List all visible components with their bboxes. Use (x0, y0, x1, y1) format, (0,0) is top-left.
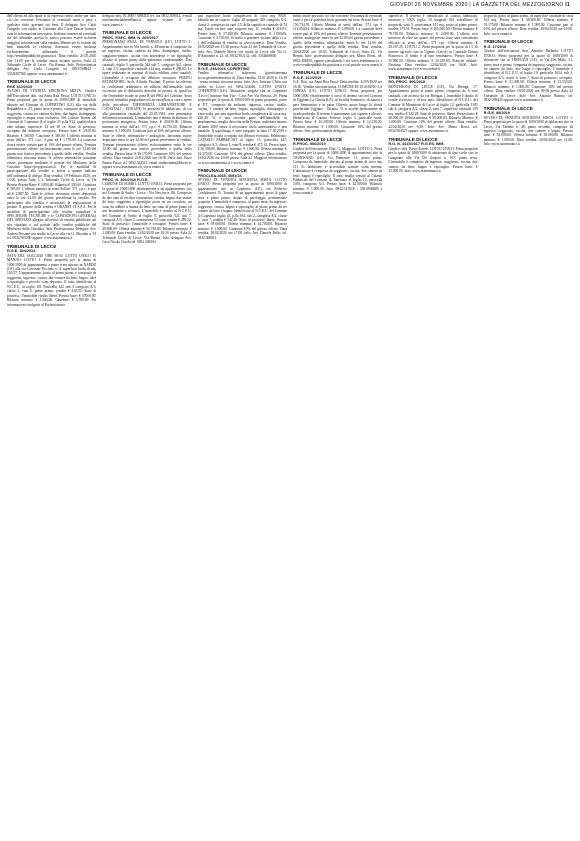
notice-title: TRIBUNALE DI LECCE (292, 136, 343, 142)
notice-title: TRIBUNALE DI LECCE (483, 105, 533, 111)
notice-case-number: R.PROC. 506/2019 (292, 142, 326, 147)
auction-notice (198, 62, 287, 165)
auction-notice (293, 137, 382, 196)
notice-title: TRIBUNALE DI LECCE (197, 168, 247, 173)
auction-notice (102, 14, 191, 27)
column-5 (388, 14, 477, 836)
notice-body: Vendita telematica asincrona (giustiziamania www.gestaletelematica.it). Data vendita: 25.01.2020 h. 14:30 - senza incanto sincrona mista. Info: Avv. Antonio Chiru con studio in Lecce tel. 0832.324046. LOTTO UNICO: COPERTINO (LE). Abitazione singola sita in Copertino (Lecce) frazione San Vito - Case Ave Via Brescia, 29. Piena proprietà per la quota di 1000/1000 di piena proprietà, posto al P.T., composto da androne, ingresso, cucina, tinello, cucina, 3 camere da letto, bagno, ripostiglio, disimpegno e vano scala, per una superficie linda complessiva di circa mq. 220,39. Vi è una seconda parte dell'immobile, in ampliamento, meglio descritta nella Perizia, realizzata intorno all'anno 2000 senza il necessario titolo autorizzativo e non sanabile. Il sopraluogo è stato eseguito in data 17.10.2019 e l'immobile risulta occupato dai debitori esecutati. Fabbricato: CATASTO FABBRICATI al foglio 15, particella 447, categoria A/3, classe 3, vani 8, rendita € 475,14. Prezzo base: € 56.500,00. Rilancio minimo: € 1.000,00. Offerta minima: € 42.375,00. Cauzione 10% del prezzo offerto. Data vendita: 13/02/2020 ore 10:00 presso Aula 22. Maggiori informazioni su www.asteannunci.it e www.oranet.it (197, 71, 287, 165)
notice-title: TRIBUNALE DI LECCE (102, 30, 152, 36)
notice-body: dell'offerta ed alla quale si fa espressa rinvio anche per tutto ciò che concerne l'esistenza di eventuali oneri a peso a qualsiasi titolo gravanti sui beni. Il delegato Avv. Carlo Congedo con studio in Casarano alla Corte Tancia fornisce tutte le informazioni necessarie. Indirizzi internet ed eventuali siti del tribunale, presso lo stesso possono essere richieste maggiori informazioni sulla vendita. Mentre per la visione dei beni immobili le richieste dovranno essere inoltrate esclusivamente utilizzando il portale http://venditepubbliche.giustizia.it. Data vendita: 21.05.2020 Ore 14:00 per la vendita senza incanto presso Aula 22 Tribunale Civile di Lecce. Via Brenta. Info: Professionista delegato Avv. Carlo Congedo tel. 0833/568842 - 335/8407560 oppure: www.asteannunci.it (7, 14, 97, 76)
column-3 (198, 14, 287, 836)
notice-body: Giudice dell'esecuzione dott. Antonio Barbetta. LOTTO UNICO: Piena proprietà per la quota di 1000/1000 di abitazione sita in TREPUZZI (LE), in Via Dei Mille, 31, piano terra e primo, composta da ingresso, soggiorno, cucina, tre camere da letto, due bagni e ripostiglio. L'immobile è identificato al N.C.E.U. al foglio 19, particella 1024, sub 3, categoria A/3, classe 3, vani 7. Stato di possesso: occupato. Prezzo base: € 31.400,00. Offerta minima: € 23.550,00. Rilancio minimo: € 1.000,00. Cauzione: 10% del prezzo offerto. Data vendita: 19/02/2020 ore 09:00 presso Aula 22 Tribunale di Lecce. Info: Avv. Antonio Bianco, tel. 0832/299445 oppure www.asteannunci.it (483, 49, 573, 103)
notice-case-number: PROC. N. 306/2016 R.G.E. (102, 177, 149, 182)
auction-notice (388, 75, 477, 134)
notice-body: AVVISO DI VENDITA SINCRONA MISTA. Giudice dell'Esecuzione dott. ssa Anna Rita Pasca. LOTTO UNICO: Piena proprietà per la quota di 1000/1000 di immobile ubicato nel Comune di COPERTINO (LE) alla via della Repubblica n. 35, piano terra e primo, composto da ingresso, soggiorno, cucina, tre camere da letto, due bagni, disimpegno, ripostiglio e ampia corte esclusiva. Nel Catasto Terreni del Comune di Copertino (Le) foglio 35 p.lla 914, qualità/classe ente urbano, superficie 14 are 38 ca. Stato di possesso: occupato dal debitore esecutato. Prezzo base € 3.850,00. Rilancio € 360,00. Cauzione € 385,00. L'offerta minima ai sensi dell'art. 571 c.p.c. è pari ad € 1.776,00. La cauzione dovrà essere versata pari al 10% del prezzo offerto. Termine presentazione offerte: esclusivamente entro le ore 12.00 del giorno non festivo precedente a quello della vendita. Vendita telematica sincrona mista: le offerte telematiche potranno essere presentate mediante il portale del Ministero della Giustizia https://pvp.giustizia.it. Per le modalità di partecipazione alle vendite si rinvia a quanto indicato nell'ordinanza di delega. Data vendita: 19 Febbraio 2020, ore 13:00, presso Aula 1, 2 Tribunale Civile di Lecce, in Via Brenta. Prezzo Base: € 3.850,00. Rilancio € 350,00. Cauzione € 385,00. L'offerta minima ai sensi dell'art. 571 c.p.c. è pari ad € 2.887,50. Tutte le offerte dovranno essere depositate entro le ore 12.00 del giorno precedente la vendita. Per partecipare alla vendita è necessario la registrazione al portale. Il gestore della vendita è ORANET IT S.P.A. Per le modalità di partecipazione alle vendite consultare le SPECIFICHE TECNICHE e le CONDIZIONI GENERALI DEL SERVIZIO allegate all'avviso di vendita pubblicato sul sito riportato e sul portale delle vendite pubbliche del Ministero della Giustizia. Info Professionista Delegato Avv. Andrea Persone con studio in Lecce alla via G. Oberdan n. 55 tel. 0832/305290 oppure: www.asteannunci.it (7, 89, 97, 241)
auction-notice (484, 106, 573, 147)
notice-body: G.E. Dott. ssa Anna Rita Pasca. Data vendita: 22/05/2020 ore 16:30. Vendita sincrona mista. COMUNE DI UGGIANO LA CHIESA (LE). LOTTO UNICO: Piena proprietà per 1000/1000, relativamente a corso di terreno sito nel Comune di Uggiano La Chiesa (LE), in località Sanmoreo, di natura e pars Seminativo e in parte Oliveto, posto lungo la strada provinciale Uggiano - Otranto. Vi si accede direttamente da strada poderale. Il terreno è piantumato con vigneto e oliveto. Identificato al Catasto Terreni: foglio 3, particelle varie. Prezzo base: € 16.200,00. Offerta minima: € 12.150,00. Rilancio minimo: € 1.000,00. Cauzione: 10% del prezzo offerto. Info: professionista delegato. (292, 80, 383, 134)
notice-case-number: R.G. N. 4415/2017 R.G.ES. IMM. (388, 142, 445, 147)
notice-body: superficie. Il terreno è identificato al catasto fabbricati: intestato a NXN foglio 10 mappale 362 sub/allineo di proprietà, vani 3, consistenza 141 mq, posto al piano primo, rendita 179,54. Prezzo base: € 105.000,00. Offerta minima: € 78.750,00. Rilancio minimo: € 2.000,00. L'offerta non inferiore di oltre un quarto del prezzo base sarà considerata efficace ai sensi dell'art. 571 cpc. Offerta minima: € 20.167,25. LOTTO 2: Piena proprietà per la quota di 1/1 di terreno agricolo sito in Ugento (Lecce) in Contrada Donna Francesca. Il fondo è di tipo seminativo. Prezzo base: € 35.000,00. Offerta minima: € 26.250,00. Pratiche edilizie: Nessuna. Data vendita: 12/02/2020 ore 16:00. Info: www.asteannunci.it e www.oranet.it (388, 14, 478, 72)
notice-case-number: R.G. 17/2018 (483, 44, 507, 49)
column-4 (293, 14, 382, 836)
notice-body: AVVISO DI VENDITA SINCRONA MISTA. LOTTO UNICO: Piena proprietà per la quota di 1000/1000 di appartamento sito in Copertino (LE), via Federico Confalonieri 15. Trattasi di un appartamento posto al piano terra e piano primo, dotato di parcheggio pertinenziale scoperto. L'immobile è composto, al piano terra, da ingresso-soggiorno, cucina, bagno e ripostiglio; al piano primo da tre camere da letto e bagno. Identificato al N.C.E.U. del Comune di Copertino foglio 23, p.lla 564, sub 2, categoria A/2, classe 3, vani 7, rendita € 542,28. Stato di possesso: libero. Prezzo base: € 59.600,00. Offerta minima: € 44.700,00. Rilancio minimo: € 1.000,00. Cauzione 10% del prezzo offerto. Data vendita: 20/02/2020 ore 17:00. Info: Avv. Daniele Bello, tel. 0832.306811 (197, 177, 287, 240)
notice-title: TRIBUNALE DI LECCE (7, 243, 57, 249)
notice-body: AVVISO DI VENDITA SINCRONA MISTA. LOTTO 1: Piena proprietà per la quota di 1000/1000 di fabbricato sito in Lecce, Via Taranto n. 48, piano secondo, composto da ingresso, soggiorno, cucina, due camere e bagno. Prezzo base: € 52.000,00. Offerta minima: € 39.000,00. Rilancio minimo: € 1.000,00. Data vendita: 26/02/2020 ore 11:00. Info: www.asteannunci.it (483, 115, 573, 147)
notice-title: TRIBUNALE DI LECCE (102, 172, 152, 178)
auction-notice (388, 14, 477, 72)
notice-title: TRIBUNALE DI LECCE (388, 136, 438, 142)
auction-notice (293, 14, 382, 67)
header-date-text: GIOVEDÌ 26 NOVEMBRE 2020 | LA GAZZETTA DEL MEZZOGIORNO (390, 2, 564, 8)
header-date-line (390, 2, 570, 8)
auction-notice (293, 70, 382, 133)
column-1 (7, 14, 96, 836)
notice-body: una superficie lorda complessiva di circa mq 90,00. Identificato in catasto: foglio 20 mappale 365 categoria A/4, classe 2, composto da vani 4,5, della superficie catastale di 74 mq. Totale escluse aree scoperte mq. 11, rendita € 216,91. Prezzo base: € 37.200,00; Rilancio minimo: € 1.000,00; Cauzione: € 3.720,00. Si invita a prendere visione della c.t.u. e dell'ordinanza di vendita su www.oranet.it. Data Vendita: 18/02/2020 ore 15:30 presso Aula 23 del Tribunale di Lecce. Info: Avv. Daniele Messa con studio in Lecce alla Via G. D'Annunzio n. 23, tel. 0832/302132; cell. 3334668656 (197, 14, 287, 59)
notice-case-number: R.G.E. 304/2014 (7, 249, 36, 254)
notice-body: MONTERONI DI LECCE (LE), Via Brenga, 17. Appartamento posto al piano primo, composto da 6 vani catastali, con accesso da via Brengas. L'immobile è dotato di cortile esclusivo e di box auto. Identificato al N.C.E.U. del Comune di Monteroni di Lecce al foglio 12, particella 3185 sub 4, categoria A/2, classe 2, vani 7, superficie catastale 159 mq, rendita € 542,28. Stato di possesso: libero. Prezzo base: € 40.000,00. Offerta minima: € 30.000,00. Rilancio Minimo: € 1.000,00. Cauzione 10% del prezzo offerto. Data vendita: 22/02/2020 ore 9:30. Info: Avv. Maria Rossi, tel. 0832/304525 oppure: www.asteannunci.it (388, 84, 478, 134)
notice-title: TRIBUNALE DI LECCE (388, 74, 438, 80)
notice-title: TRIBUNALE DI LECCE (483, 39, 533, 45)
auction-notice (198, 168, 287, 240)
notice-body: PRESIGNANO FRAZ. DI VERNOLE (LE). LOTTO 1: Appartamento sito in Via lucedi, n. 48/interno 4 composto da un ingresso, cucina, camera da letto, disimpegno, studio, soggiorno-pranzo, cucina con lavanderia e un ripostiglio ubicato al primo piano della palazzina condominiale. Dati catastali: foglio 5, particella 542 sub 7, categoria A/2, classe 2, vani 5.5, superficie catastale 144 mq, rendita € 298,82. Le opere realizzate in assenza di titolo edilizio sono sanabili. L'immobile è occupato dal debitore esecutato. PERITO ESTIMATORE: Arch. Alfredo Piccinni. Il perito ha rilevato la conformità urbanistica ed edilizia dell'immobile fatta eccezione per le difformità descritte in perizia. Si specifica che l'immobile ricade in zona B del PRG del Comune. Sono presenti formalità pregiudizievoli da cancellare a cura e spese della procedura. DIFFORMITÀ URBANISTICHE E CATASTALI - EDILIZIE: le porzioni di fabbricato, di cui alla planimetria catastale del 25.05.1961, non presentano difformità sostanziali. L'immobile non è dotato di attestato di prestazione energetica. Prezzo base: € 49.000,00. Offerta minima ai sensi dell'art. 571 c.p.c. € 36.750,00. Rilancio minimo: € 1.000,00. Cauzione pari al 10% del prezzo offerto. Tutte le offerte, telematiche e analogiche, dovranno essere depositate entro le ore 12:00 del giorno precedente la vendita. Termine presentazione offerte: esclusivamente entro le ore 12.00 del giorno non festivo precedente a quello della vendita. Prezzo base: € 26.170,00. Cauzione 10% del prezzo offerto. Data vendita: 21/02/2020 ore 10:30. Info: dott. Enzo Emma Pasca, tel. 0832.344511, email studioemma@libero.it; oppure www.asteannunci.it; www.oranet.it (102, 40, 192, 169)
auction-notice (484, 39, 573, 102)
notice-columns (7, 14, 573, 836)
notice-body: delegato dott. ELISEO APRILE tel. fax 0832.309014, e-mail massimoberlanteriellimo.it oppure visitare il sito www.oranet.it (102, 14, 192, 27)
notice-body: COMUNE DI SURBO. LOTTO UNICO: Piena proprietà per la quota di 1000/1000 relativamente a un appartamento sito nel Comune di Surbo - Lecce - Via Newton n. 86. Composto da due vani di vecchia costruzione, cucina, bagno, due stanze da letto, soggiorno e ripostiglio posto su un corridoio, un vano da adibire a stanza da letto, un vano al primo piano ad uso lavanderia e terrazzo. L'immobile è censito al N.C.E.U. del Comune di Surbo al foglio 9, particella 321 sub 7, categoria A/3, classe 2, consistenza 5,5 vani, rendita € 289,22. Stato di possesso: l'immobile è occupato. Prezzo base: € 49.000,00. Offerta minima € 36.750,00. Rilancio minimo: € 1.000,00. Data vendita: 21/02/2020 ore 10:30 presso Aula 22 Tribunale Civile di Lecce, Via Brenta. Info: delegato Avv. Luca Nicola Ciardo tel. 0832.306304 (102, 182, 192, 245)
notice-body: ASTA DEL 18.02.2020 ORE 08:50. LOTTO UNICO 10 MANNO. LOTTO 1: Piena proprietà per la quota di 1000/1000 di appartamento a piano terra ubicato in NARDÒ (LE) alla via Cascinno Piccione n. 4, superficie lorda di mq. 130,57. L'appartamento, posto al primo piano, è composto da soggiorno, ingresso, cucina, due camere da letto, bagno, oltre a ripostiglio e piccolo vano deposito. Il tutto identificato al N.C.E.U. al foglio 101 Particella 442 sub 3 categoria A/3, classe 3, vani 6, piano primo, rendita € 418,33. Stato di possesso: l'immobile risulta libero. Prezzo base: € 57000,00. Rilancio minimo: € 1.500,00. Cauzione: € 5.700,00. Per informazioni rivolgersi al Professionista (7, 253, 97, 307)
page-number: I1 (565, 2, 570, 8)
notice-case-number: R.G.E. 412/2019 (292, 75, 322, 80)
column-2 (102, 14, 191, 836)
auction-notice (198, 14, 287, 59)
notice-title: TRIBUNALE DI LECCE (7, 79, 57, 85)
notice-body: Giudice: dott. Pietro Errede. LOTTO UNICO: Piena proprietà per la quota di 1000/1000 di abitazione di tipo civile sito in Guagnano alla Via De Gasperi n. 167, piano terra. L'immobile è composto da ingresso, soggiorno, cucina, due camere da letto, bagno e ripostiglio. Prezzo base: € 33.000,00. Info: www.asteannunci.it (388, 146, 478, 174)
notice-case-number: RG. PROC. 506/2018 (388, 80, 426, 85)
notice-case-number: RGE 162/2019 (7, 84, 33, 89)
notice-body: proprietà, posto al piano primo, di superficie catastale di circa 102 mq. Prezzo base: € 46.900,00. Offerta minima: € 35.175,00. Rilancio minimo € 1.000,00. Cauzione pari al 10% del prezzo offerto. Data vendita: 20/02/2020 ore 10:00. Info: www.oranet.it (483, 14, 573, 36)
notice-case-number: R.G.E. 246/2016 COPERTINO (197, 67, 250, 72)
column-6 (484, 14, 573, 836)
auction-notice (7, 79, 96, 240)
auction-notice (484, 14, 573, 36)
auction-notice (102, 172, 191, 244)
auction-notice (102, 30, 191, 169)
notice-title: TRIBUNALE DI LECCE (292, 70, 343, 76)
notice-case-number: PROC. ESEC. IMM. N. 260/2017 (102, 35, 159, 40)
notice-body: Giudice dell'esecuzione: Dott. G. Maggiore. LOTTO 1: Piena proprietà per la quota di 1000/1000 di appartamento sito in TAURISANO (LE), Via Piemonte, 13, piano primo. Composto da immobile, ubicato al piano primo di circa mq. 111 Ai fabbricato è accessibile tramite scala interna. L'abitazione è composta da soggiorno, cucina, due camere da letto, bagno e ripostiglio. Il tutto risulta censito al Catasto Fabbricati del Comune di Taurisano al foglio 12, particella 1055, categoria A/3. Prezzo base: € 42.000,00. Rilancio minimo: € 1.000,00. Info: 0832/317618 - 339.6936685 e www.oranet.it (292, 146, 383, 196)
auction-notice (388, 137, 477, 174)
notice-case-number: R.G.E. 88/2019 (483, 111, 510, 116)
notice-body: minio anche per tutto ciò che concerne l'esistenza di eventuali oneri e pesi a qualsiasi titolo gravanti sui beni. Prezzo base: € 150.734,59. Offerta Minima ai sensi dell'art. 571 cpc € 113.050,94. Rilancio minimo: € 2.000,00. La cauzione deve essere pari al 10% del prezzo offerto. Termine presentazione offerte: analogiche: entro le ore 12.00 del giorno precedente a quello della vendita; telematiche: entro le ore 12.00 del giorno precedente a quello della vendita. Data vendita: 20/02/2020 ore 10:30. Tribunale di Lecce, Aula 22, Via Brenta. Info: professionista delegato avv. Mario Rossi, tel. 0832.458450, oppure consultando i siti www.asteannunci.it e www.venditepubbliche.giustizia.it e sul portale www.oranet.it (292, 14, 383, 67)
notice-case-number: PROCLEA.2668, 3691/16 (197, 173, 242, 178)
auction-notice (7, 14, 96, 76)
page-header (0, 0, 580, 14)
auction-notice (7, 244, 96, 307)
notice-title: TRIBUNALE DI LECCE (197, 61, 247, 67)
